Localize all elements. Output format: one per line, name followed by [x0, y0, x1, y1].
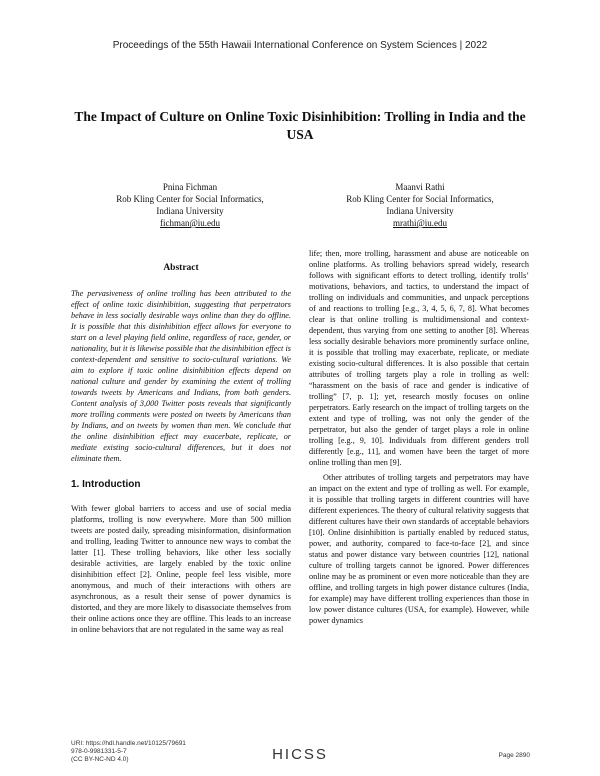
author-affiliation: Rob Kling Center for Social Informatics,	[116, 194, 264, 204]
abstract-text: The pervasiveness of online trolling has been attributed to the effect of online toxic disinhibition, suggesting that perpetrators behave in less socially desirable ways online than they do offline. It is possible that this disinhibition effect allows for everyone to start on a level playing field online, regardless of race, gender, or nationality, but it is likewise possible that the disinhibition effect is context-dependent and sensitive to socio-cultural variations. We aim to explore if toxic online disinhibition effects depend on national culture and gender by examining the extent of trolling towards tweets by Americans and Indians, from both genders. Content analysis of 3,000 Twitter posts reveals that significantly more trolling comments were posted on tweets by Americans than by Indians, and on tweets by women than men. We conclude that the online disinhibition effect may exacerbate, replicate, or mediate existing socio-cultural differences, but it does not eliminate them.	[71, 289, 291, 463]
section-heading-introduction: 1. Introduction	[71, 479, 141, 490]
intro-paragraph-2: Other attributes of trolling targets and perpetrators may have an impact on the extent and type of trolling as well. For example, it is possible that trolling targets in different countries will have different experiences. The theory of cultural relativity suggests that different cultures have their own standards of acceptable behaviors [10]. Online disinhibition is partially enabled by reduced status, power, and authority, compared to face-to-face [2], and since status and power distance vary between countries [12], national culture of trolling targets cannot be ignored. Power differences online may be as prominent or even more noticeable than they are offline, and trolling targets in high power distance cultures (India, for example) may have different trolling experiences than those in low power distance cultures (USA, for example). However, while power dynamics	[309, 473, 530, 625]
author-block-2	[310, 181, 530, 229]
author-university: Indiana University	[156, 206, 224, 216]
author-email-link[interactable]: fichman@iu.edu	[159, 218, 221, 228]
hicss-logo: HICSS	[272, 746, 328, 763]
abstract-heading: Abstract	[163, 263, 199, 273]
author-email-link[interactable]: mrathi@iu.edu	[392, 218, 448, 228]
right-column	[309, 248, 529, 626]
page-number: Page 2890	[498, 752, 530, 759]
author-name: Pnina Fichman	[162, 182, 218, 192]
intro-paragraph-1-continued: life; then, more trolling, harassment and abuse are noticeable on online platforms. As trolling behaviors spread widely, research follows with significant efforts to detect trolling, identify trolls’ motivations, behaviors, and tactics, to understand the impact of trolling on individuals and communities, and unpack perceptions of and reactions to trolling [e.g., 3, 4, 5, 6, 7, 8]. What becomes clear is that online trolling is multidimensional and context-dependent, thus varying from one setting to another [8]. Whereas less socially desirable behaviors more prominently surface online, it is possible that trolling may exacerbate, replicate, or mediate existing socio-cultural differences. It is also possible that certain attributes of trolling targets play a role in trolling as well: “harassment on the basis of race and gender is indicative of trolling” [7, p. 1]; yet, research mostly focuses on online perpetrators. Early research on the impact of trolling targets on the extent and type of trolling, was not only the gender of the perpetrator, but also the gender of target plays a role in online trolling [e.g., 9, 10]. Individuals from different genders troll differently [e.g., 11], and women have been the target of more online trolling than men [9].	[309, 249, 529, 467]
footer-uri[interactable]: URI: https://hdl.handle.net/10125/79691	[71, 740, 186, 747]
footer-license: (CC BY-NC-ND 4.0)	[71, 756, 129, 763]
footer-metadata	[71, 740, 186, 764]
author-name: Maanvi Rathi	[395, 182, 445, 192]
paper-title: The Impact of Culture on Online Toxic Disinhibition: Trolling in India and the USA	[74, 109, 526, 142]
intro-paragraph-1: With fewer global barriers to access and use of social media platforms, trolling is now everywhere. More than 500 million tweets are posted daily, spreading misinformation, disinformation and trolling, leading Twitter to announce new ways to combat the latter [1]. These trolling behaviors, like other less socially desirable activities, are largely enabled by the toxic online disinhibition effect [2]. Online, people feel less visible, more anonymous, and much of their interactions with others are asynchronous, as a result their sense of power dynamics is distorted, and they are more likely to disassociate themselves from their online actions once they are offline. This leads to an increase in online behaviors that are not regulated in the same way as real	[71, 504, 291, 634]
author-university: Indiana University	[386, 206, 454, 216]
proceedings-header: Proceedings of the 55th Hawaii International Conference on System Sciences | 2022	[112, 40, 488, 51]
left-column	[71, 263, 291, 635]
footer-isbn: 978-0-9981331-5-7	[71, 748, 127, 755]
author-block-1	[80, 181, 300, 229]
author-affiliation: Rob Kling Center for Social Informatics,	[346, 194, 494, 204]
